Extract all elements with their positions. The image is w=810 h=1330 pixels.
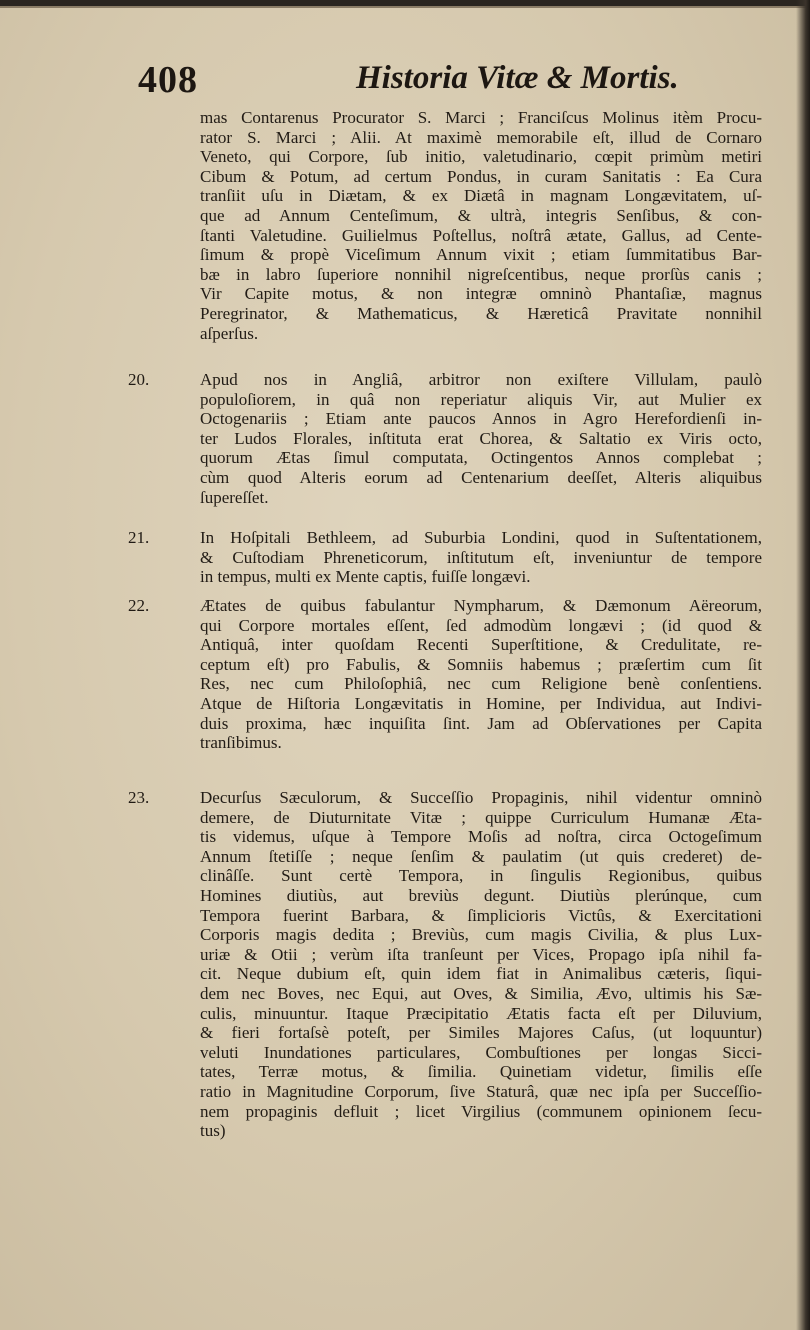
text-line: Veneto, qui Corpore, ſub initio, valetudinario, cœpit primùm metiri: [200, 147, 762, 167]
text-line: Ætates de quibus fabulantur Nympharum, & Dæmonum Aëreorum,: [200, 596, 762, 615]
text-line: ceptum eſt) pro Fabulis, & Somniis habemus ; præſertim cum ſit: [200, 654, 762, 674]
text-line: tis videmus, uſque à Tempore Moſis ad noſtra, circa Octogeſimum: [200, 827, 762, 847]
text-line: rator S. Marci ; Alii. At maximè memorabile eſt, illud de Cornaro: [200, 127, 762, 147]
text-line: ratio in Magnitudine Corporum, ſive Staturâ, quæ nec ipſa per Succeſſio-: [200, 1081, 762, 1101]
text-line: Apud nos in Angliâ, arbitror non exiſtere Villulam, paulò: [200, 370, 762, 389]
text-line: & fieri fortaſsè poteſt, per Similes Majores Caſus, (ut loquuntur): [200, 1023, 762, 1043]
text-line: Peregrinator, & Mathematicus, & Hæreticâ Pravitate nonnihil: [200, 303, 762, 323]
paragraph: [200, 596, 762, 753]
running-header: [138, 58, 768, 108]
text-line: & Cuſtodiam Phreneticorum, inſtitutum eſt, inveniuntur de tempore: [200, 547, 762, 567]
text-line: Tempora fuerint Barbara, & ſimplicioris Victûs, & Exercitationi: [200, 905, 762, 925]
text-line: ſimum & propè Viceſimum Annum vixit ; etiam ſummitatibus Bar-: [200, 245, 762, 265]
text-line: uriæ & Otii ; verùm iſta tranſeunt per Vices, Propago ipſa nihil fa-: [200, 944, 762, 964]
text-line: culis, minuuntur. Itaque Præcipitatio Ætatis facta eſt per Diluvium,: [200, 1003, 762, 1023]
text-line: dem nec Boves, nec Equi, aut Oves, & Similia, Ævo, ultimis his Sæ-: [200, 983, 762, 1003]
text-line: Vir Capite motus, & non integræ omninò Phantaſiæ, magnus: [200, 284, 762, 304]
text-line: Decurſus Sæculorum, & Succeſſio Propaginis, nihil videntur omninò: [200, 788, 762, 807]
paragraph: [200, 370, 762, 507]
paragraph: [200, 108, 762, 343]
text-line: ſupereſſet.: [200, 487, 269, 507]
text-line: tates, Terræ motus, & ſimilia. Quinetiam videtur, ſimilis eſſe: [200, 1062, 762, 1082]
text-line: tranſibimus.: [200, 733, 282, 753]
text-line: Homines diutiùs, aut breviùs degunt. Diutiùs plerúnque, cum: [200, 885, 762, 905]
paragraph: [200, 788, 762, 1141]
text-line: demere, de Diuturnitate Vitæ ; quippe Curriculum Humanæ Æta-: [200, 807, 762, 827]
text-line: quorum Ætas ſimul computata, Octingentos Annos complebat ;: [200, 448, 762, 468]
text-line: qui Corpore mortales eſſent, ſed admodùm longævi ; (id quod &: [200, 615, 762, 635]
text-line: aſperſus.: [200, 323, 259, 343]
paragraph-number: 22.: [128, 596, 150, 615]
page-number: 408: [138, 59, 198, 101]
text-line: Annum ſtetiſſe ; neque ſenſim & paulatim (ut quis crederet) de-: [200, 846, 762, 866]
text-line: veluti Inundationes particulares, Combuſtiones per longas Sicci-: [200, 1042, 762, 1062]
text-line: Cibum & Potum, ad certum Pondus, in curam Sanitatis : Ea Cura: [200, 166, 762, 186]
text-line: Octogenariis ; Etiam ante paucos Annos in Agro Herefordienſi in-: [200, 409, 762, 429]
text-line: populoſiorem, in quâ non reperiatur aliquis Vir, aut Mulier ex: [200, 389, 762, 409]
paragraph: [200, 528, 762, 587]
text-line: mas Contarenus Procurator S. Marci ; Franciſcus Molinus itèm Procu-: [200, 108, 762, 127]
paragraph-number: 23.: [128, 788, 150, 807]
text-line: cit. Neque dubium eſt, quin idem fiat in Animalibus cæteris, ſiqui-: [200, 964, 762, 984]
text-line: bæ in labro ſuperiore nonnihil nigreſcentibus, neque prorſùs canis ;: [200, 264, 762, 284]
text-line: Corporis magis dedita ; Breviùs, cum magis Civilia, & plus Lux-: [200, 925, 762, 945]
text-line: duis proxima, hæc inquiſita ſint. Jam ad Obſervationes per Capita: [200, 713, 762, 733]
text-line: ter Ludos Florales, inſtituta erat Chorea, & Saltatio ex Viris octo,: [200, 428, 762, 448]
text-line: in tempus, multi ex Mente captis, fuiſſe longævi.: [200, 567, 531, 587]
paragraph-number: 21.: [128, 528, 150, 547]
book-spine-shadow: [796, 0, 810, 1330]
text-line: cùm quod Alteris eorum ad Centenarium deeſſet, Alteris aliquibus: [200, 467, 762, 487]
paragraph-number: 20.: [128, 370, 150, 389]
running-title: Historia Vitæ & Mortis.: [356, 60, 679, 96]
text-line: que ad Annum Centeſimum, & ultrà, integris Senſibus, & con-: [200, 205, 762, 225]
text-line: tranſiit uſu in Diætam, & ex Diætâ in magnam Longævitatem, uſ-: [200, 186, 762, 206]
text-line: Antiquâ, inter quoſdam Recenti Superſtitione, & Credulitate, re-: [200, 635, 762, 655]
page-edge-line: [0, 6, 810, 8]
text-line: Atque de Hiſtoria Longævitatis in Homine, per Individua, aut Indivi-: [200, 693, 762, 713]
text-line: tus): [200, 1121, 226, 1141]
text-line: ſtanti Valetudine. Guilielmus Poſtellus, noſtrâ ætate, Gallus, ad Cente-: [200, 225, 762, 245]
text-line: nem propaginis defluit ; licet Virgilius (communem opinionem ſecu-: [200, 1101, 762, 1121]
text-line: In Hoſpitali Bethleem, ad Suburbia Londini, quod in Suſtentationem,: [200, 528, 762, 547]
text-line: clinâſſe. Sunt certè Tempora, in ſingulis Regionibus, quibus: [200, 866, 762, 886]
text-line: Res, nec cum Philoſophiâ, nec cum Religione benè conſentiens.: [200, 674, 762, 694]
